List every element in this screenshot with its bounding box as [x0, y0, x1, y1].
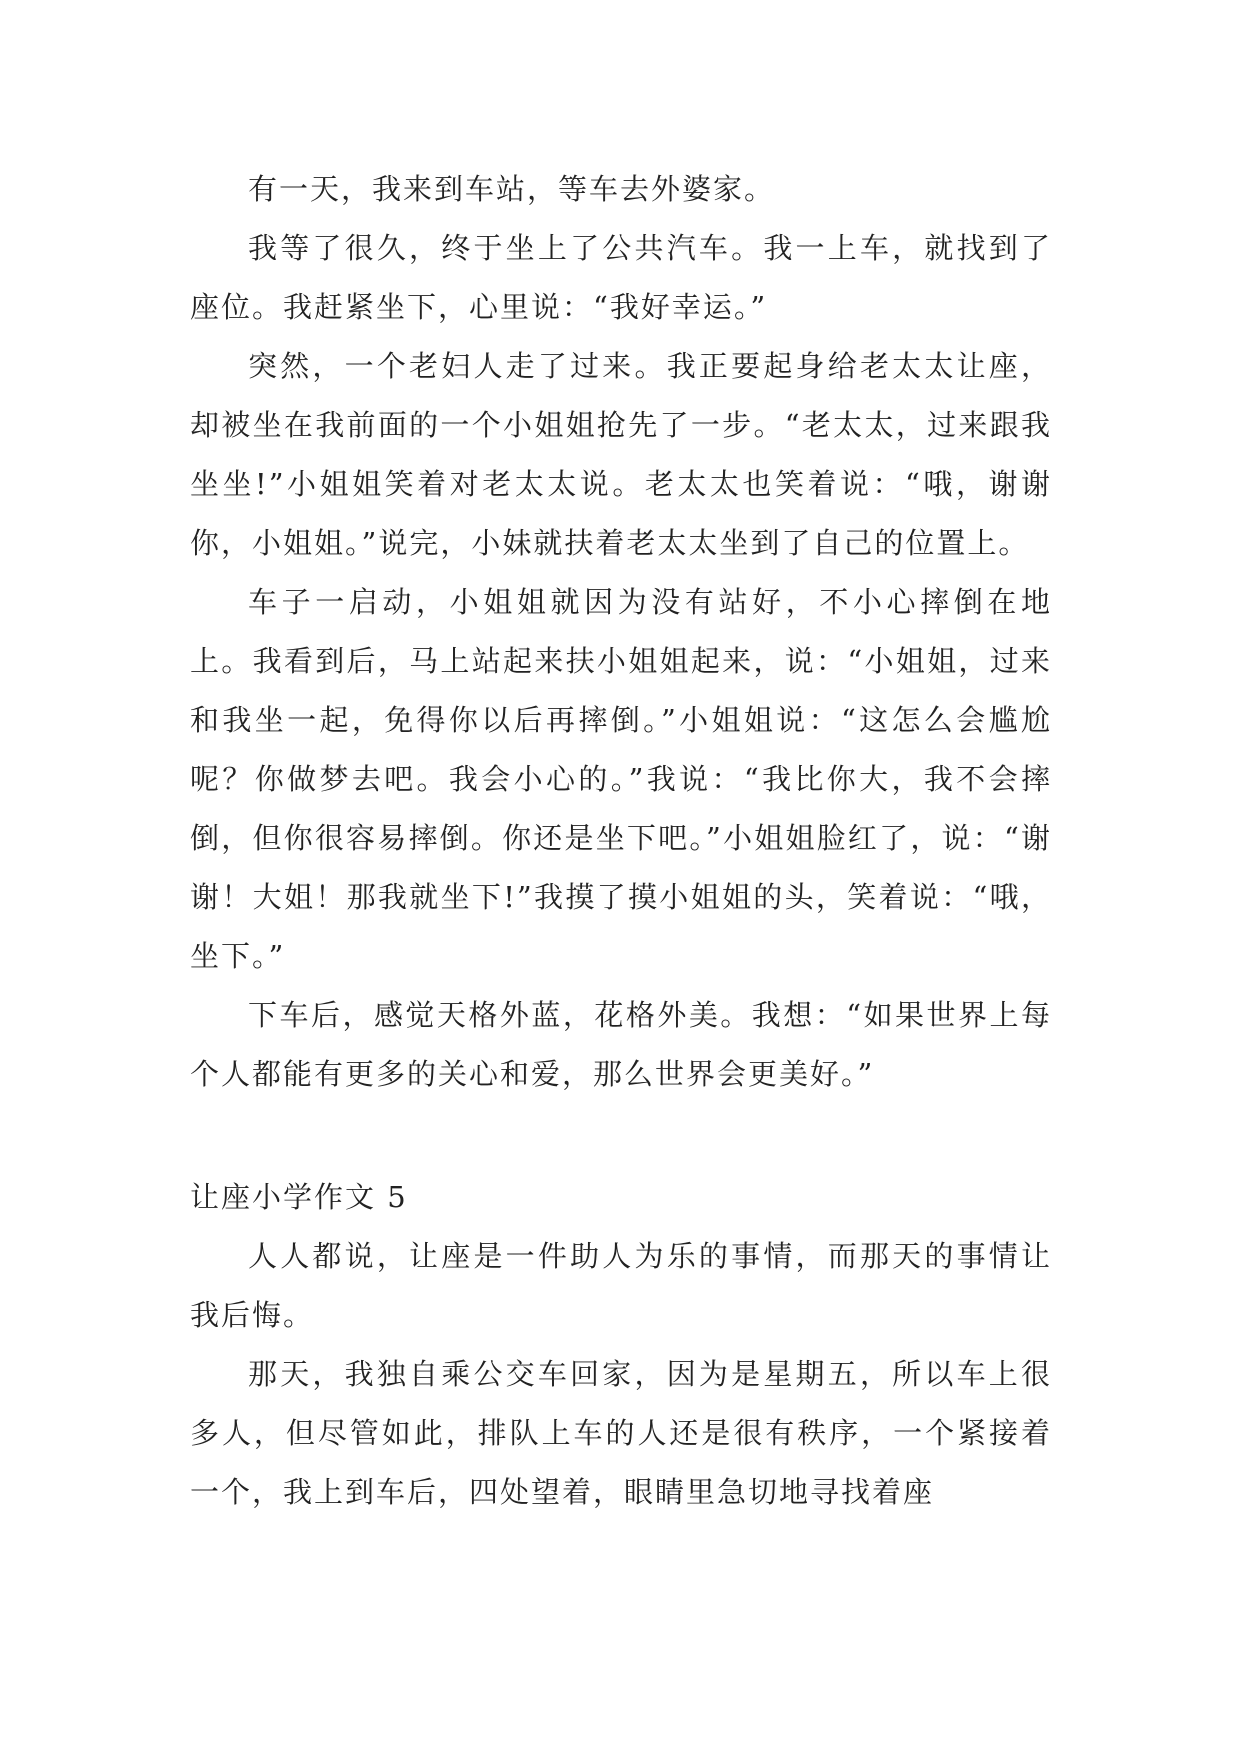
paragraph: 那天，我独自乘公交车回家，因为是星期五，所以车上很多人，但尽管如此，排队上车的人还是很有秩序，一个紧接着一个，我上到车后，四处望着，眼睛里急切地寻找着座 — [190, 1357, 1052, 1509]
essay-section-previous — [190, 160, 1052, 1104]
paragraph: 人人都说，让座是一件助人为乐的事情，而那天的事情让我后悔。 — [190, 1239, 1052, 1332]
paragraph: 有一天，我来到车站，等车去外婆家。 — [248, 172, 776, 206]
paragraph: 下车后，感觉天格外蓝，花格外美。我想：“如果世界上每个人都能有更多的关心和爱，那么世界会更美好。” — [190, 998, 1052, 1091]
paragraph: 突然，一个老妇人走了过来。我正要起身给老太太让座，却被坐在我前面的一个小姐姐抢先了一步。“老太太，过来跟我坐坐!”小姐姐笑着对老太太说。老太太也笑着说：“哦，谢谢你，小姐姐。”说完，小妹就扶着老太太坐到了自己的位置上。 — [190, 349, 1052, 560]
essay-title: 让座小学作文 5 — [190, 1180, 408, 1214]
essay-section-5 — [190, 1168, 1052, 1522]
paragraph: 我等了很久，终于坐上了公共汽车。我一上车，就找到了座位。我赶紧坐下，心里说：“我好幸运。” — [190, 231, 1052, 324]
document-page — [190, 160, 1052, 1522]
paragraph: 车子一启动，小姐姐就因为没有站好，不小心摔倒在地上。我看到后，马上站起来扶小姐姐起来，说：“小姐姐，过来和我坐一起，免得你以后再摔倒。”小姐姐说：“这怎么会尴尬呢？你做梦去吧。我会小心的。”我说：“我比你大，我不会摔倒，但你很容易摔倒。你还是坐下吧。”小姐姐脸红了，说：“谢谢！大姐！那我就坐下!”我摸了摸小姐姐的头，笑着说：“哦，坐下。” — [190, 585, 1052, 973]
